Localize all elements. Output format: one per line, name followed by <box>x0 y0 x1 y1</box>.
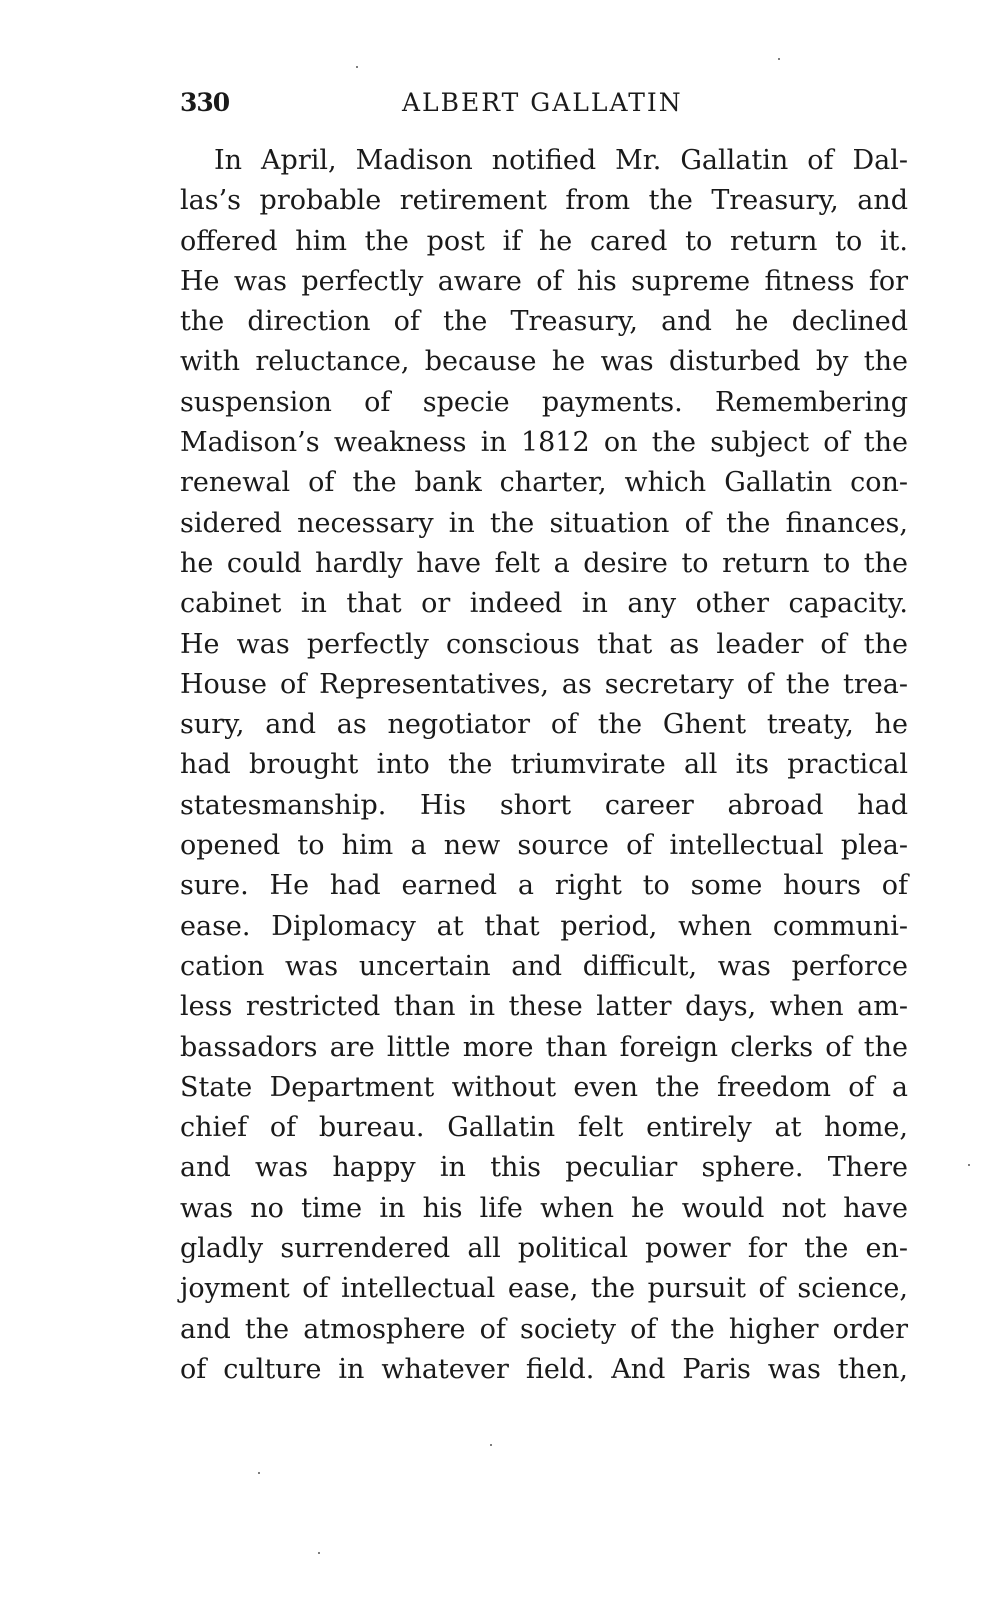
text-line: State Department without even the freedom of a <box>180 1071 908 1103</box>
text-line: gladly surrendered all political power for the en- <box>180 1233 908 1265</box>
text-line: bassadors are little more than foreign clerks of the <box>180 1031 908 1063</box>
scan-speck <box>490 1444 492 1446</box>
text-line: He was perfectly conscious that as leader of the <box>180 628 908 660</box>
text-line: sidered necessary in the situation of the finances, <box>180 507 908 539</box>
text-line: with reluctance, because he was disturbed by the <box>180 346 908 378</box>
text-line: renewal of the bank charter, which Gallatin con- <box>180 467 908 499</box>
text-line: suspension of specie payments. Remembering <box>180 386 908 418</box>
text-line: he could hardly have felt a desire to return to the <box>180 547 908 579</box>
text-line: He was perfectly aware of his supreme fitness for <box>180 265 908 297</box>
text-line: had brought into the triumvirate all its practical <box>180 749 908 781</box>
scan-speck <box>318 1552 320 1554</box>
running-head <box>180 88 908 124</box>
scan-speck <box>356 66 358 68</box>
text-line: cabinet in that or indeed in any other capacity. <box>180 588 908 620</box>
scan-speck <box>778 58 780 60</box>
text-line: chief of bureau. Gallatin felt entirely at home, <box>180 1112 908 1144</box>
text-line: cation was uncertain and difficult, was perforce <box>180 950 908 982</box>
body-text <box>180 141 908 1390</box>
text-line: sure. He had earned a right to some hours of <box>180 870 908 902</box>
text-line: ease. Diplomacy at that period, when communi- <box>180 910 908 942</box>
text-line: and the atmosphere of society of the higher order <box>180 1313 908 1345</box>
text-line: Madison’s weakness in 1812 on the subject of the <box>180 427 908 459</box>
text-line: In April, Madison notified Mr. Gallatin of Dal- <box>214 145 908 176</box>
page-number: 330 <box>180 88 230 117</box>
text-line: opened to him a new source of intellectual plea- <box>180 830 908 862</box>
text-line: offered him the post if he cared to return to it. <box>180 225 908 257</box>
running-title: ALBERT GALLATIN <box>402 88 683 117</box>
text-line: of culture in whatever field. And Paris was then, <box>180 1353 908 1385</box>
text-line: joyment of intellectual ease, the pursuit of science, <box>180 1273 908 1305</box>
text-line: statesmanship. His short career abroad had <box>180 789 908 821</box>
text-line: House of Representatives, as secretary of the trea- <box>180 668 908 700</box>
text-line: less restricted than in these latter days, when am- <box>180 991 908 1023</box>
text-line: was no time in his life when he would not have <box>180 1192 908 1224</box>
scan-speck <box>258 1472 260 1474</box>
text-line: and was happy in this peculiar sphere. There <box>180 1152 908 1184</box>
text-line: the direction of the Treasury, and he declined <box>180 306 908 338</box>
text-line: sury, and as negotiator of the Ghent treaty, he <box>180 709 908 741</box>
text-line: las’s probable retirement from the Treasury, and <box>180 185 908 217</box>
scan-speck <box>968 1164 970 1166</box>
